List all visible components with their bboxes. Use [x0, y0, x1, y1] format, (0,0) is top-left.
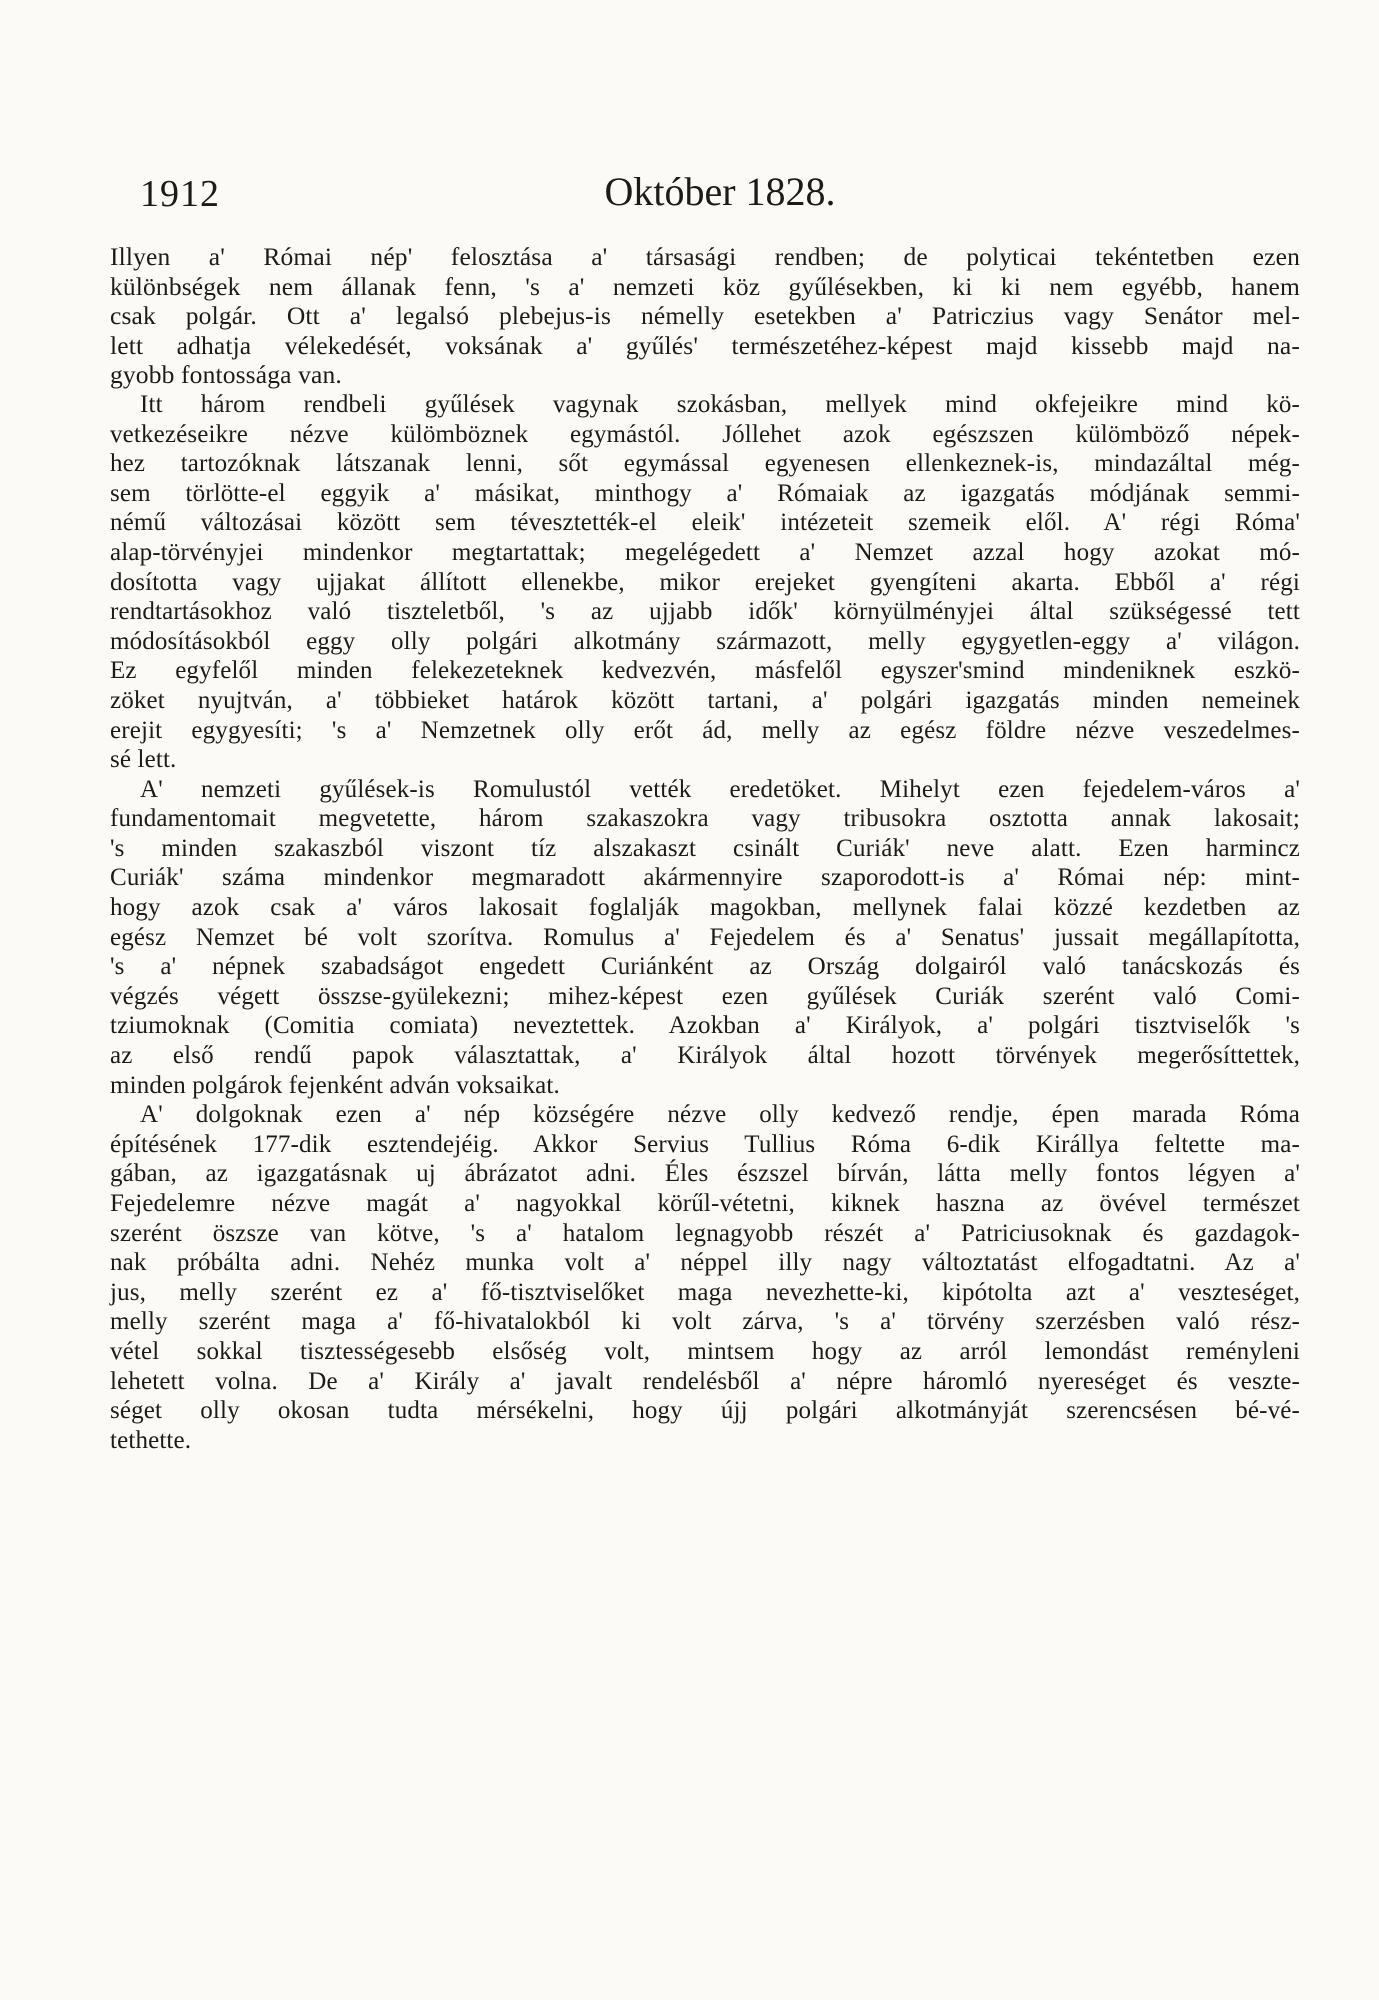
text-line: nak próbálta adni. Nehéz munka volt a' néppel illy nagy változtatást elfogadtatni. Az a': [110, 1249, 1300, 1277]
text-line: végzés végett összse-gyülekezni; mihez-képest ezen gyűlések Curiák szerént való Comi-: [110, 982, 1300, 1010]
paragraph-2: [110, 390, 1300, 775]
text-line: az első rendű papok választattak, a' Királyok által hozott törvények megerősíttettek,: [110, 1042, 1300, 1070]
running-head: Október 1828.: [604, 169, 836, 214]
text-line: 's a' népnek szabadságot engedett Curiánként az Ország dolgairól való tanácskozás és: [110, 953, 1300, 981]
text-line: lett adhatja vélekedését, voksának a' gyűlés' természetéhez-képest majd kissebb majd na-: [110, 330, 1300, 360]
text-line: némű változásai között sem tévesztették-el eleik' intézeteit szemeik elől. A' régi Róma': [110, 509, 1300, 537]
text-line: dosította vagy ujjakat állított ellenekbe, mikor erejeket gyengíteni akarta. Ebből a' régi: [110, 568, 1300, 596]
text-line: építésének 177-dik esztendejéig. Akkor Servius Tullius Róma 6-dik Királlya feltette ma-: [110, 1130, 1300, 1158]
text-line: gyobb fontossága van.: [110, 360, 342, 390]
text-line: zöket nyujtván, a' többieket határok között tartani, a' polgári igazgatás minden nemeinek: [110, 686, 1300, 714]
text-line: Curiák' száma mindenkor megmaradott akármennyire szaporodott-is a' Római nép: mint-: [110, 864, 1300, 892]
text-line: csak polgár. Ott a' legalsó plebejus-is némelly esetekben a' Patriczius vagy Senátor mel-: [110, 301, 1300, 331]
text-line: lehetett volna. De a' Király a' javalt rendelésből a' népre háromló nyereséget és veszte-: [110, 1367, 1300, 1395]
text-line: rendtartásokhoz való tiszteletből, 's az ujjabb idők' környülményjei által szükségessé tett: [110, 598, 1300, 626]
text-line: sé lett.: [110, 746, 177, 774]
paragraph-1: [110, 242, 1300, 390]
text-line: szerént öszsze van kötve, 's a' hatalom legnagyobb részét a' Patriciusoknak és gazdagok-: [110, 1219, 1300, 1247]
paragraph-4: [110, 1100, 1300, 1455]
text-line: Illyen a' Római nép' felosztása a' társasági rendben; de polyticai tekéntetben ezen: [110, 242, 1300, 271]
text-line: módosításokból eggy olly polgári alkotmány származott, melly egygyetlen-eggy a' világon.: [110, 627, 1300, 655]
text-line: Fejedelemre nézve magát a' nagyokkal körűl-vétetni, kiknek haszna az övével természet: [110, 1190, 1300, 1217]
text-line: különbségek nem állanak fenn, 's a' nemzeti köz gyűlésekben, ki ki nem egyébb, hanem: [110, 271, 1300, 301]
text-line: A' dolgoknak ezen a' nép községére nézve olly kedvező rendje, épen marada Róma: [140, 1101, 1300, 1129]
text-line: tethette.: [110, 1426, 192, 1454]
text-line: melly szerént maga a' fő-hivatalokból ki volt zárva, 's a' törvény szerzésben való rész-: [110, 1308, 1300, 1336]
text-line: Ez egyfelől minden felekezeteknek kedvezvén, másfelől egyszer'smind mindeniknek eszkö-: [110, 657, 1300, 685]
text-line: hez tartozóknak látszanak lenni, sőt egymással egyenesen ellenkeznek-is, mindazáltal még-: [110, 450, 1300, 478]
text-line: vetkezéseikre nézve külömböznek egymástól. Jóllehet azok egészszen külömböző népek-: [110, 420, 1300, 448]
text-line: jus, melly szerént ez a' fő-tisztviselőket maga nevezhette-ki, kipótolta azt a' veszteséget,: [110, 1278, 1300, 1306]
text-line: egész Nemzet bé volt szorítva. Romulus a' Fejedelem és a' Senatus' jussait megállapította,: [110, 923, 1300, 951]
text-line: hogy azok csak a' város lakosait foglalják magokban, mellynek falai közzé kezdetben az: [110, 894, 1300, 922]
text-line: minden polgárok fejenként adván voksaikat.: [110, 1071, 560, 1099]
page-header: [0, 168, 1379, 228]
body-text: [110, 242, 1300, 1455]
text-line: tziumoknak (Comitia comiata) neveztettek. Azokban a' Királyok, a' polgári tisztviselők 's: [110, 1012, 1300, 1040]
text-line: gában, az igazgatásnak uj ábrázatot adni. Éles észszel bírván, látta melly fontos légyen a': [110, 1160, 1300, 1188]
text-line: Itt három rendbeli gyűlések vagynak szokásban, mellyek mind okfejeikre mind kö-: [140, 390, 1300, 418]
paragraph-3: [110, 775, 1300, 1101]
page-number: 1912: [140, 173, 220, 215]
text-line: A' nemzeti gyűlések-is Romulustól vették eredetöket. Mihelyt ezen fejedelem-város a': [140, 775, 1300, 803]
text-line: alap-törvényjei mindenkor megtartattak; megelégedett a' Nemzet azzal hogy azokat mó-: [110, 538, 1300, 566]
text-line: séget olly okosan tudta mérsékelni, hogy újj polgári alkotmányját szerencsésen bé-vé-: [110, 1397, 1300, 1425]
text-line: erejit egygyesíti; 's a' Nemzetnek olly erőt ád, melly az egész földre nézve veszedelmes-: [110, 716, 1300, 744]
text-line: fundamentomait megvetette, három szakaszokra vagy tribusokra osztotta annak lakosait;: [110, 805, 1300, 833]
text-line: vétel sokkal tisztességesebb elsőség volt, mintsem hogy az arról lemondást reményleni: [110, 1337, 1300, 1365]
text-line: 's minden szakaszból viszont tíz alszakaszt csinált Curiák' neve alatt. Ezen harmincz: [110, 834, 1300, 862]
text-line: sem törlötte-el eggyik a' másikat, minthogy a' Rómaiak az igazgatás módjának semmi-: [110, 479, 1300, 507]
